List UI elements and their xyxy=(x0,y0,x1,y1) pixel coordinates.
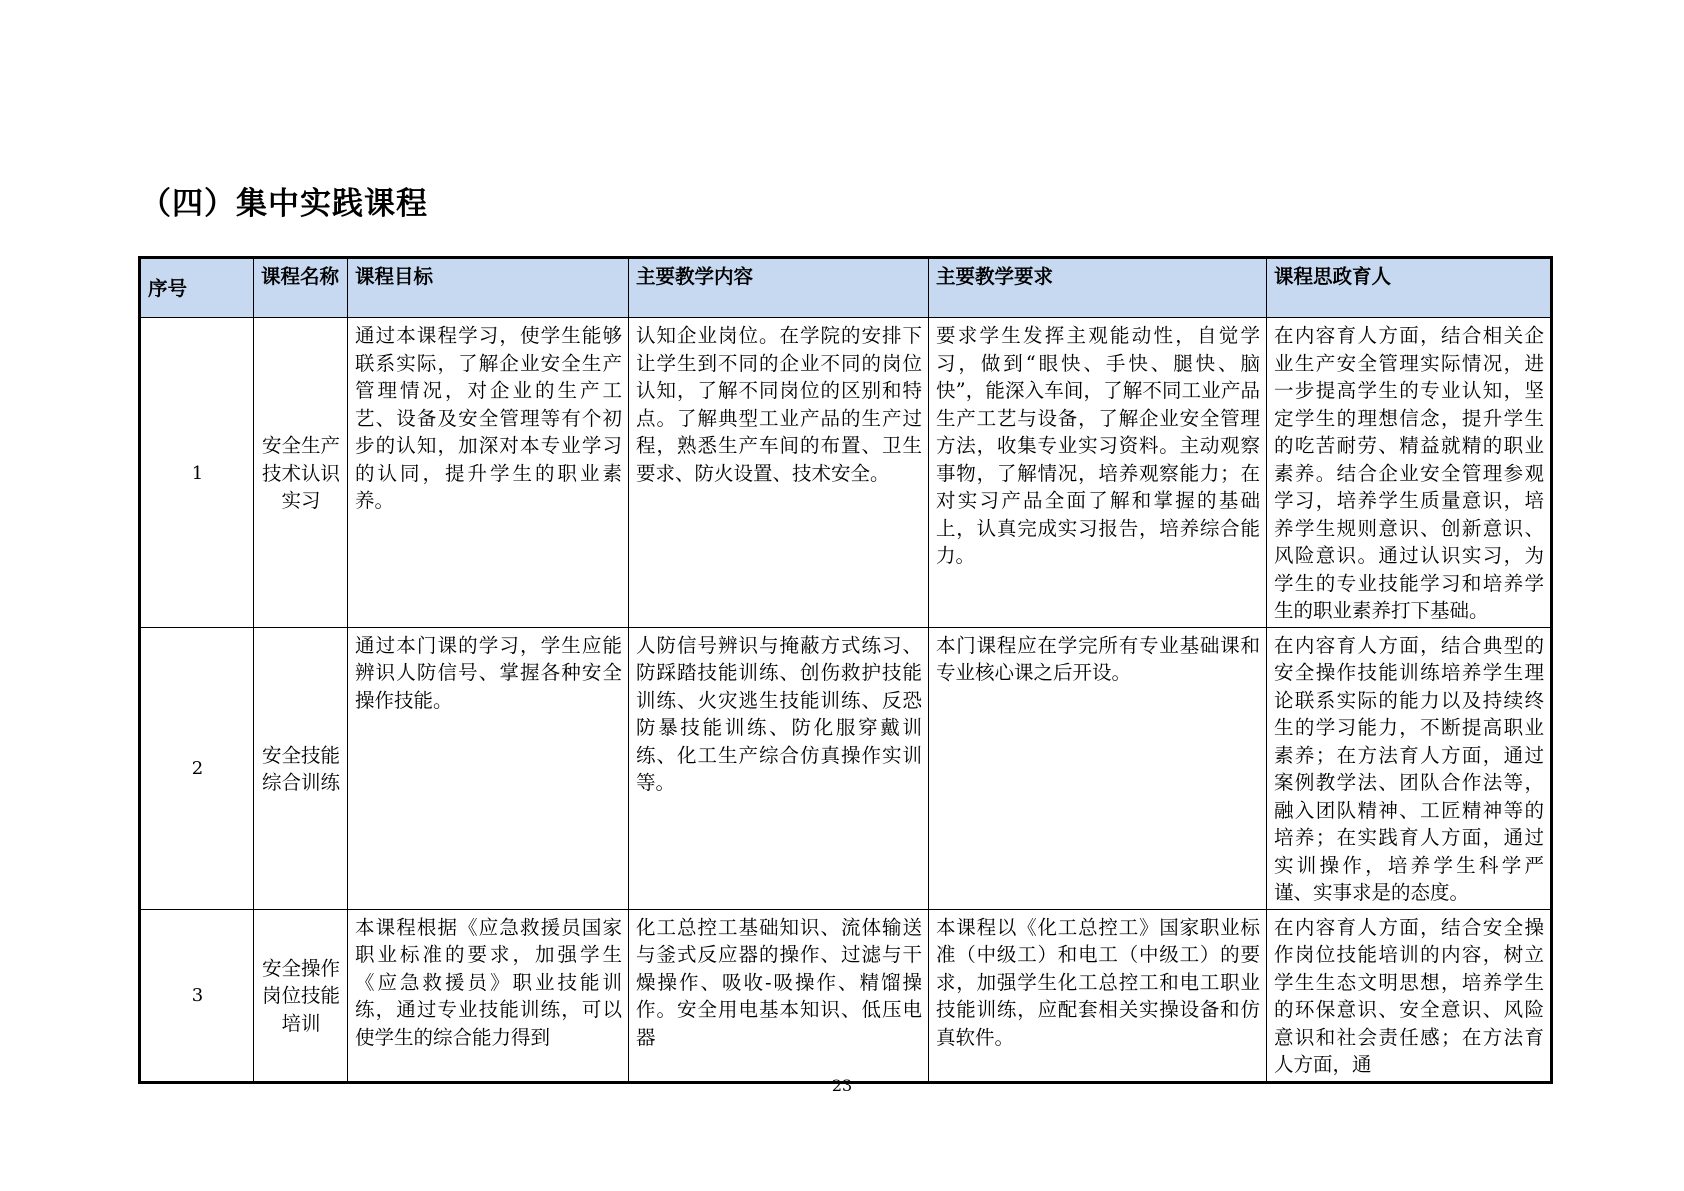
header-index: 序号 xyxy=(140,258,254,318)
course-content: 人防信号辨识与掩蔽方式练习、防踩踏技能训练、创伤救护技能训练、火灾逃生技能训练、反恐防暴技能训练、防化服穿戴训练、化工生产综合仿真操作实训等。 xyxy=(629,627,929,909)
course-ideology: 在内容育人方面，结合典型的安全操作技能训练培养学生理论联系实际的能力以及持续终生的学习能力，不断提高职业素养；在方法育人方面，通过案例教学法、团队合作法等，融入团队精神、工匠精神等的培养；在实践育人方面，通过实训操作，培养学生科学严谨、实事求是的态度。 xyxy=(1267,627,1552,909)
header-goal: 课程目标 xyxy=(348,258,629,318)
row-index: 2 xyxy=(140,627,254,909)
course-ideology: 在内容育人方面，结合相关企业生产安全管理实际情况，进一步提高学生的专业认知，坚定学生的理想信念，提升学生的吃苦耐劳、精益就精的职业素养。结合企业安全管理参观学习，培养学生质量意识，培养学生规则意识、创新意识、风险意识。通过认识实习，为学生的专业技能学习和培养学生的职业素养打下基础。 xyxy=(1267,318,1552,628)
table-row xyxy=(140,909,1552,1082)
header-requirement: 主要教学要求 xyxy=(929,258,1267,318)
course-name: 安全操作岗位技能培训 xyxy=(254,909,348,1082)
header-ideology: 课程思政育人 xyxy=(1267,258,1552,318)
table-row xyxy=(140,627,1552,909)
course-requirement: 要求学生发挥主观能动性，自觉学习，做到“眼快、手快、腿快、脑快”，能深入车间，了解不同工业产品生产工艺与设备，了解企业安全管理方法，收集专业实习资料。主动观察事物，了解情况，培养观察能力；在对实习产品全面了解和掌握的基础上，认真完成实习报告，培养综合能力。 xyxy=(929,318,1267,628)
course-ideology: 在内容育人方面，结合安全操作岗位技能培训的内容，树立学生生态文明思想，培养学生的环保意识、安全意识、风险意识和社会责任感；在方法育人方面，通 xyxy=(1267,909,1552,1082)
course-goal: 本课程根据《应急救援员国家职业标准的要求，加强学生《应急救援员》职业技能训练，通过专业技能训练，可以使学生的综合能力得到 xyxy=(348,909,629,1082)
section-title: （四）集中实践课程 xyxy=(140,186,428,222)
course-goal: 通过本课程学习，使学生能够联系实际，了解企业安全生产管理情况，对企业的生产工艺、设备及安全管理等有个初步的认知，加深对本专业学习的认同，提升学生的职业素养。 xyxy=(348,318,629,628)
row-index: 3 xyxy=(140,909,254,1082)
table-header-row xyxy=(140,258,1552,318)
header-name: 课程名称 xyxy=(254,258,348,318)
course-name: 安全生产技术认识实习 xyxy=(254,318,348,628)
course-requirement: 本课程以《化工总控工》国家职业标准（中级工）和电工（中级工）的要求，加强学生化工总控工和电工职业技能训练，应配套相关实操设备和仿真软件。 xyxy=(929,909,1267,1082)
table-row xyxy=(140,318,1552,628)
page-number: 23 xyxy=(831,1076,853,1095)
course-requirement: 本门课程应在学完所有专业基础课和专业核心课之后开设。 xyxy=(929,627,1267,909)
course-goal: 通过本门课的学习，学生应能辨识人防信号、掌握各种安全操作技能。 xyxy=(348,627,629,909)
header-content: 主要教学内容 xyxy=(629,258,929,318)
row-index: 1 xyxy=(140,318,254,628)
course-table xyxy=(138,256,1553,1084)
course-name: 安全技能综合训练 xyxy=(254,627,348,909)
course-content: 认知企业岗位。在学院的安排下让学生到不同的企业不同的岗位认知，了解不同岗位的区别和特点。了解典型工业产品的生产过程，熟悉生产车间的布置、卫生要求、防火设置、技术安全。 xyxy=(629,318,929,628)
course-content: 化工总控工基础知识、流体输送与釜式反应器的操作、过滤与干燥操作、吸收-吸操作、精馏操作。安全用电基本知识、低压电器 xyxy=(629,909,929,1082)
